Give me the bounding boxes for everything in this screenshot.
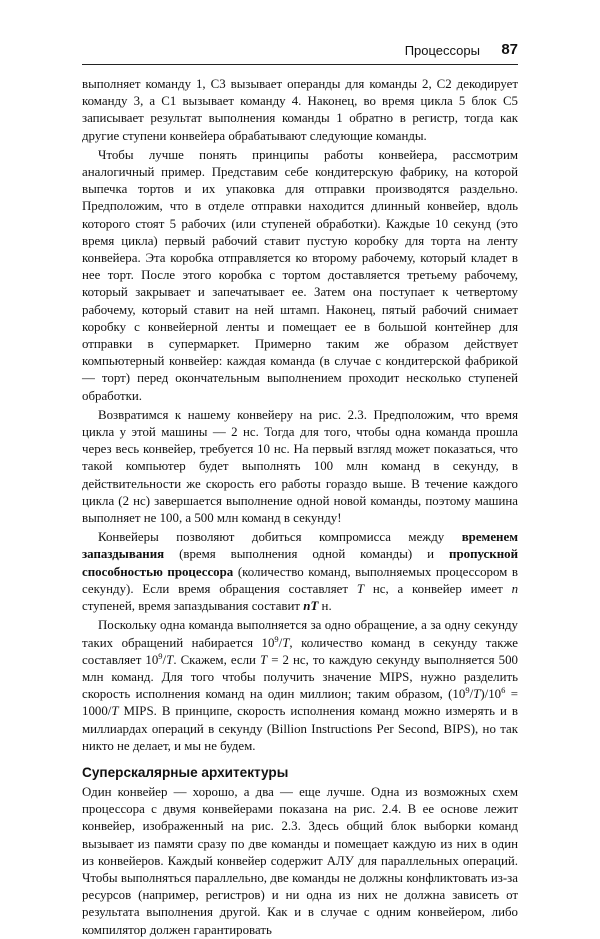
var-n: n bbox=[511, 581, 519, 596]
term-latency: временем запаздывания bbox=[82, 530, 518, 562]
text-fragment: (время выполнения одной команды) и bbox=[164, 547, 450, 562]
page-number: 87 bbox=[501, 41, 518, 58]
paragraph-5 bbox=[82, 617, 518, 755]
term-throughput: пропускной способностью процессора bbox=[82, 547, 518, 579]
text-fragment: , количество команд в секунду также составляет 10 bbox=[82, 635, 518, 667]
text-fragment: н. bbox=[318, 599, 332, 614]
text-fragment: = 1000/ bbox=[82, 687, 518, 719]
text-fragment: MIPS. В принципе, скорость исполнения команд можно измерять и в миллиардах операций в секунду (Billion Instructions Per Second, BIPS), но так никто не делает, и мы не будем. bbox=[82, 704, 518, 753]
var-T: T bbox=[166, 652, 174, 667]
var-T: T bbox=[259, 652, 268, 667]
text-fragment: / bbox=[278, 635, 283, 650]
var-T: T bbox=[282, 635, 290, 650]
var-T: T bbox=[473, 687, 481, 702]
var-T: T bbox=[111, 704, 119, 719]
exponent: 6 bbox=[501, 685, 506, 696]
text-fragment: / bbox=[469, 687, 474, 702]
paragraph-4 bbox=[82, 529, 518, 615]
text-fragment: Конвейеры позволяют добиться компромисса между bbox=[98, 530, 462, 545]
text-fragment: ступеней, время запаздывания составит bbox=[82, 599, 304, 614]
section-heading: Суперскалярные архитектуры bbox=[82, 764, 289, 780]
paragraph-6: Один конвейер — хорошо, а два — еще лучше. Одна из возможных схем процессора с двумя конвейерами показана на рис. 2.4. В ее основе лежит конвейер, изображенный на рис. 2.3. Здесь общий блок выборки команд вызывает из памяти сразу по две команды и помещает каждую из них в один из конвейеров. Каждый конвейер содержит АЛУ для параллельных операций. Чтобы выполняться параллельно, две команды не должны конфликтовать из-за ресурсов (например, регистров) и ни одна из них не должна зависеть от результата выполнения другой. Как и в случае с одним конвейером, либо компилятор должен гарантировать bbox=[82, 784, 518, 937]
exponent: 9 bbox=[158, 650, 163, 661]
paragraph-2: Чтобы лучше понять принципы работы конвейера, рассмотрим аналогичный пример. Представим себе кондитерскую фабрику, на которой выпечка тортов и их упаковка для отправки производятся раздельно. Предположим, что в отделе отправки находится длинный конвейер, вдоль которого стоят 5 рабочих (или ступеней обработки). Каждые 10 секунд (это время цикла) первый рабочий ставит пустую коробку для торта на ленту конвейера. Эта коробка отправляется ко второму рабочему, который кладет в нее торт. После этого коробка с тортом доставляется третьему рабочему, который закрывает и запечатывает ее. Затем она поступает к четвертому рабочему, который ставит на ней штамп. Наконец, пятый рабочий снимает коробку с конвейерной ленты и помещает ее в большой контейнер для отправки в супермаркет. Примерно таким же образом действует компьютерный конвейер: каждая команда (в случае с кондитерской фабрикой — торт) перед окончательным выполнением проходит несколько ступеней обработки. bbox=[82, 147, 518, 403]
text-fragment: = 2 нс, то каждую секунду выполняется 500 млн команд. Для того чтобы получить значение MIPS, нужно разделить скорость исполнения команд на один миллион; таким образом, (10 bbox=[82, 652, 518, 702]
var-nT: nT bbox=[303, 599, 319, 614]
page-body bbox=[82, 76, 518, 939]
paragraph-3: Возвратимся к нашему конвейеру на рис. 2.3. Предположим, что время цикла у этой машины — 2 нс. Тогда для того, чтобы одна команда прошла через весь конвейер, требуется 10 нс. На первый взгляд может показаться, что такой компьютер будет выполнять 100 млн команд в секунду, в действительности же скорость его работы гораздо выше. В течение каждого цикла (2 нс) завершается выполнение одной новой команды, поэтому машина выполняет не 100, а 500 млн команд в секунду! bbox=[82, 407, 518, 526]
text-fragment: )/10 bbox=[480, 687, 502, 702]
text-fragment: нс, а конвейер имеет bbox=[364, 581, 512, 596]
text-fragment: / bbox=[162, 652, 167, 667]
running-header bbox=[82, 37, 518, 65]
exponent: 9 bbox=[274, 633, 279, 644]
text-fragment: . Скажем, если bbox=[173, 652, 260, 667]
header-rule bbox=[82, 64, 518, 65]
exponent: 9 bbox=[465, 685, 470, 696]
running-title: Процессоры bbox=[404, 43, 480, 58]
paragraph-1: выполняет команду 1, C3 вызывает операнды для команды 2, C2 декодирует команду 3, а C1 вызывает команду 4. Наконец, во время цикла 5 блок C5 записывает результат выполнения команды 1 обратно в регистр, тогда как другие ступени конвейера обрабатывают следующие команды. bbox=[82, 77, 518, 143]
text-fragment: Поскольку одна команда выполняется за одно обращение, а за одну секунду таких обращений набирается 10 bbox=[82, 618, 518, 650]
text-fragment: (количество команд, выполняемых процессором в секунду). Если время обращения составляет bbox=[82, 564, 518, 596]
var-T: T bbox=[356, 581, 364, 596]
